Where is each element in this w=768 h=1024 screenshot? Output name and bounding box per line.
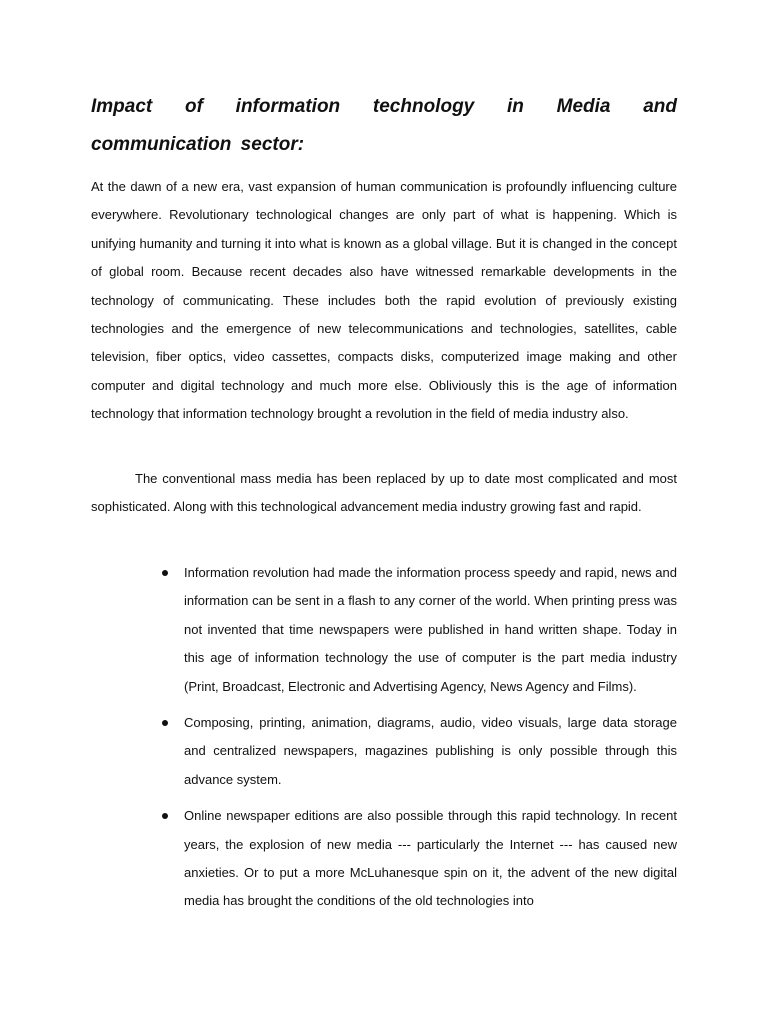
document-title: Impact of information technology in Media and communication sector:	[91, 96, 677, 155]
paragraph-mass-media: The conventional mass media has been replaced by up to date most complicated and most sophisticated. Along with this technological advancement media industry growing fast and rapid.	[91, 471, 677, 515]
bullet-text: Composing, printing, animation, diagrams, audio, video visuals, large data storage and centralized newspapers, magazines publishing is only possible through this advance system.	[184, 715, 677, 787]
paragraph-intro: At the dawn of a new era, vast expansion of human communication is profoundly influencing culture everywhere. Revolutionary technological changes are only part of what is happening. Which is unifying humanity and turning it into what is known as a global village. But it is changed in the concept of global room. Because recent decades also have witnessed remarkable developments in the technology of communicating. These includes both the rapid evolution of previously existing technologies and the emergence of new telecommunications and technologies, satellites, cable television, fiber optics, video cassettes, compacts disks, computerized image making and other computer and digital technology and much more else. Obliviously this is the age of information technology that information technology brought a revolution in the field of media industry also.	[91, 179, 677, 422]
bullet-icon	[162, 720, 168, 726]
bullet-item-composing-printing	[91, 709, 677, 794]
bullet-icon	[162, 813, 168, 819]
bullet-icon	[162, 570, 168, 576]
bullet-list	[91, 559, 677, 924]
bullet-item-online-editions	[91, 802, 677, 916]
bullet-text: Online newspaper editions are also possible through this rapid technology. In recent years, the explosion of new media --- particularly the Internet --- has caused new anxieties. Or to put a more McLuhanesque spin on it, the advent of the new digital media has brought the conditions of the old technologies into	[184, 808, 677, 909]
bullet-text: Information revolution had made the information process speedy and rapid, news and information can be sent in a flash to any corner of the world. When printing press was not invented that time newspapers were published in hand written shape. Today in this age of information technology the use of computer is the part media industry (Print, Broadcast, Electronic and Advertising Agency, News Agency and Films).	[184, 565, 677, 694]
bullet-item-information-revolution	[91, 559, 677, 701]
